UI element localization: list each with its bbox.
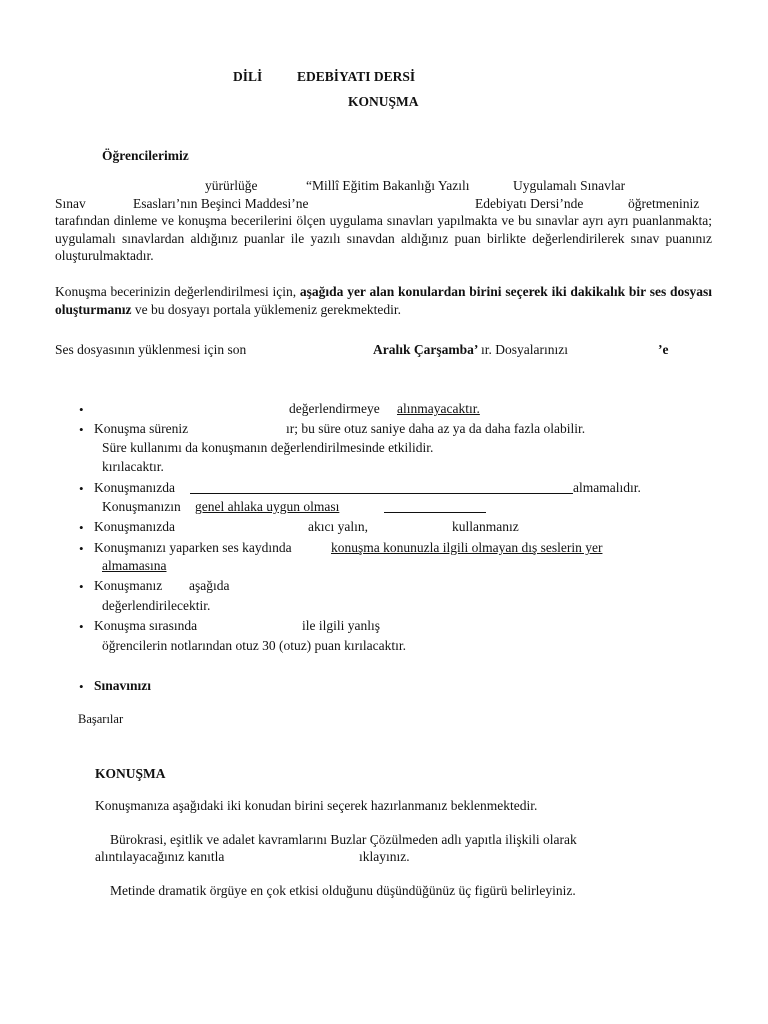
rule-7-a: Konuşma sırasında bbox=[94, 618, 198, 633]
bullet-icon: • bbox=[79, 619, 84, 634]
rule-5-a: Konuşmanızı yaparken ses kaydında bbox=[94, 540, 292, 555]
rule-4-c: kullanmanız bbox=[452, 519, 519, 534]
intro-line2-a: Sınav bbox=[55, 196, 86, 211]
rule-3-b: almamalıdır. bbox=[573, 480, 641, 495]
rule-8: Sınavınızı bbox=[94, 678, 152, 693]
intro-line2-d: öğretmeniniz bbox=[628, 196, 700, 211]
intro-line1-a: yürürlüğe bbox=[205, 178, 258, 193]
paragraph-2-text-b: ve bu dosyayı portala yüklemeniz gerekmektedir. bbox=[131, 301, 402, 317]
upload-text-c: ’e bbox=[658, 342, 669, 357]
rule-4-b: akıcı yalın, bbox=[308, 519, 368, 534]
rule-4-a: Konuşmanızda bbox=[94, 519, 175, 534]
topic-1-line-b: alıntılayacağınız kanıtla bbox=[95, 849, 225, 864]
intro-line1-c: Uygulamalı Sınavlar bbox=[513, 178, 626, 193]
intro-line1-b: “Millî Eğitim Bakanlığı Yazılı bbox=[306, 178, 470, 193]
upload-text-a: Ses dosyasının yüklenmesi için son bbox=[55, 342, 247, 357]
fill-blank-line bbox=[190, 493, 573, 494]
fill-blank-line bbox=[384, 512, 486, 513]
rule-5-underlined-1: konuşma konunuzla ilgili olmayan dış seslerin yer bbox=[331, 540, 603, 555]
rule-3-a: Konuşmanızda bbox=[94, 480, 175, 495]
paragraph-2-bold: aşağıda yer alan konulardan birini seçerek iki dakikalık bir ses dosyası oluşturmanız bbox=[55, 284, 712, 317]
rule-3-underlined: genel ahlaka uygun olması bbox=[195, 499, 340, 514]
topic-1-line-a: Bürokrasi, eşitlik ve adalet kavramlarını Buzlar Çözülmeden adlı yapıtla ilişkili olarak bbox=[110, 832, 577, 847]
title-part-2: EDEBİYATI DERSİ bbox=[297, 69, 416, 84]
greeting: Öğrencilerimiz bbox=[102, 148, 189, 163]
page-subtitle: KONUŞMA bbox=[348, 94, 419, 109]
upload-text-b: ır. Dosyalarınızı bbox=[481, 342, 568, 357]
rule-7-b: ile ilgili yanlış bbox=[302, 618, 380, 633]
rule-1-underlined: alınmayacaktır. bbox=[397, 401, 480, 416]
topics-instruction: Konuşmanıza aşağıdaki iki konudan birini seçerek hazırlanmanız beklenmektedir. bbox=[95, 798, 538, 813]
bullet-icon: • bbox=[79, 520, 84, 535]
rule-6-b: aşağıda bbox=[189, 578, 230, 593]
bullet-icon: • bbox=[79, 402, 84, 417]
intro-line2-c: Edebiyatı Dersi’nde bbox=[475, 196, 584, 211]
rule-3-c: Konuşmanızın bbox=[102, 499, 181, 514]
rule-2-d: kırılacaktır. bbox=[102, 459, 164, 474]
topic-1-line-c: ıklayınız. bbox=[359, 849, 410, 864]
title-part-1: DİLİ bbox=[233, 69, 263, 84]
rule-1-text: değerlendirmeye bbox=[289, 401, 380, 416]
rule-2-c: Süre kullanımı da konuşmanın değerlendirilmesinde etkilidir. bbox=[102, 440, 434, 455]
intro-line2-b: Esasları’nın Beşinci Maddesi’ne bbox=[133, 196, 309, 211]
rule-7-c: öğrencilerin notlarından otuz 30 (otuz) puan kırılacaktır. bbox=[102, 638, 407, 653]
bullet-icon: • bbox=[79, 579, 84, 594]
rule-6-a: Konuşmanız bbox=[94, 578, 163, 593]
closing-text: Başarılar bbox=[78, 712, 124, 726]
bullet-icon: • bbox=[79, 422, 84, 437]
bullet-icon: • bbox=[79, 541, 84, 556]
bullet-icon: • bbox=[79, 679, 84, 694]
topics-heading: KONUŞMA bbox=[95, 766, 166, 781]
paragraph-2-text-a: Konuşma becerinizin değerlendirilmesi için, bbox=[55, 284, 300, 299]
bullet-icon: • bbox=[79, 481, 84, 496]
rule-5-underlined-2: almamasına bbox=[102, 558, 167, 573]
topic-2: Metinde dramatik örgüye en çok etkisi olduğunu düşündüğünüz üç figürü belirleyiniz. bbox=[110, 883, 576, 898]
rule-6-c: değerlendirilecektir. bbox=[102, 598, 211, 613]
upload-deadline: Aralık Çarşamba’ bbox=[373, 342, 479, 357]
intro-paragraph-1: tarafından dinleme ve konuşma becerilerini ölçen uygulama sınavları yapılmakta ve bu sınavlar ayrı ayrı puanlanmakta; uygulamalı sınavlardan aldığınız puanlar ile yazılı sınavdan aldığınız puan birlikte değerlendirilerek sınav puanınız oluşturulmaktadır. bbox=[55, 213, 712, 263]
rule-2-b: ır; bu süre otuz saniye daha az ya da daha fazla olabilir. bbox=[286, 421, 586, 436]
rule-2-a: Konuşma süreniz bbox=[94, 421, 189, 436]
intro-paragraph-2 bbox=[55, 283, 712, 318]
